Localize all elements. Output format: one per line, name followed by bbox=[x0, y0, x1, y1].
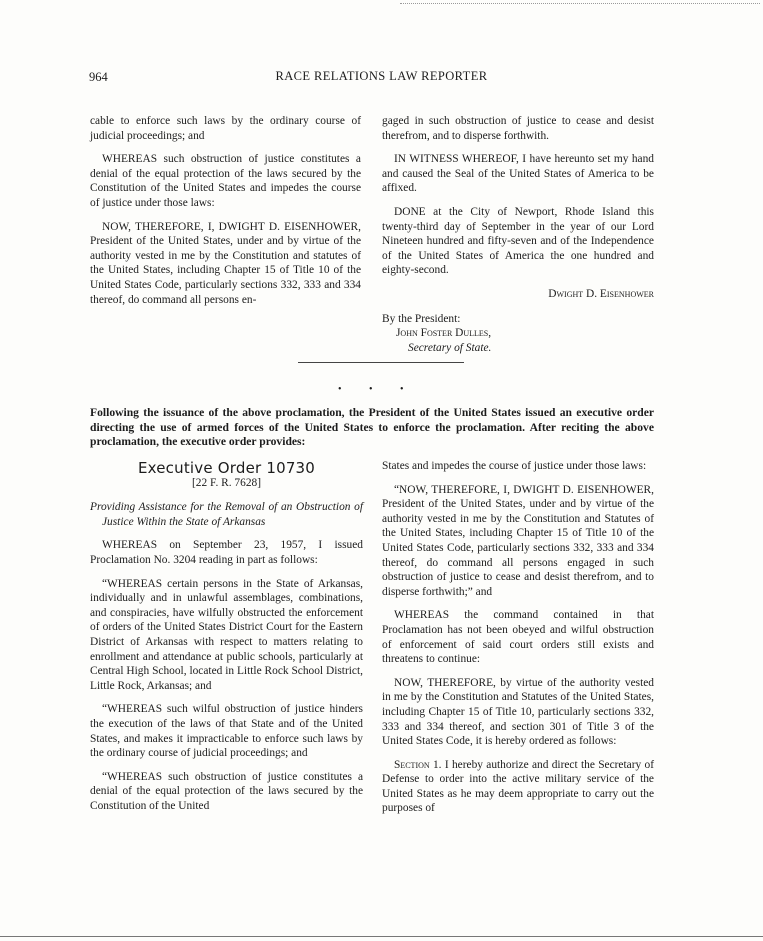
paragraph: NOW, THEREFORE, I, DWIGHT D. EISENHOWER, President of the United States, under and by virtue of the authority vested in me by the Constitution and statutes of the United States, including Chapter 15 of Title 10 of the United States Code, particularly sections 332, 333 and 334 thereof, do command all persons en- bbox=[90, 220, 361, 306]
page-number: 964 bbox=[89, 70, 108, 84]
scan-edge-dots bbox=[400, 3, 760, 4]
section-label: Section 1. bbox=[394, 758, 442, 771]
section-text: I hereby authorize and direct the Secretary of Defense to order into the active military service of the United States as he may deem appropriate to carry out the purposes of bbox=[382, 758, 654, 815]
paragraph: IN WITNESS WHEREOF, I have hereunto set my hand and caused the Seal of the United States of America to be affixed. bbox=[382, 153, 654, 195]
paragraph: WHEREAS such obstruction of justice constitutes a denial of the equal protection of the laws secured by the Constitution of the United States and impedes the course of justice under those laws: bbox=[90, 153, 361, 209]
proclamation-column-right bbox=[382, 114, 654, 355]
scan-bottom-edge bbox=[0, 936, 763, 937]
paragraph: States and impedes the course of justice under those laws: bbox=[382, 460, 647, 472]
running-head: RACE RELATIONS LAW REPORTER bbox=[275, 69, 488, 83]
separator-bullet: • bbox=[400, 384, 404, 395]
signature-dulles: John Foster Dulles, bbox=[396, 327, 492, 340]
paragraph: WHEREAS the command contained in that Proclamation has not been obeyed and wilful obstruction of enforcement of said court orders still exists and threatens to continue: bbox=[382, 609, 654, 666]
paragraph: WHEREAS on September 23, 1957, I issued Proclamation No. 3204 reading in part as follows: bbox=[90, 539, 363, 566]
paragraph: “NOW, THEREFORE, I, DWIGHT D. EISENHOWER, President of the United States, under and by virtue of the authority vested in me by the Constitution and Statutes of the United States, including Chapter 15 of Title 10 of the United States Code, particularly sections 332, 333 and 334 thereof, do command all persons engaged in such obstruction of justice to cease and desist therefrom, and to disperse forthwith;” and bbox=[382, 483, 654, 598]
separator-bullet: • bbox=[369, 384, 373, 395]
paragraph: cable to enforce such laws by the ordinary course of judicial proceedings; and bbox=[90, 115, 361, 142]
signature-eisenhower: Dwight D. Eisenhower bbox=[548, 287, 654, 300]
secretary-title: Secretary of State. bbox=[408, 341, 492, 354]
proclamation-column-left bbox=[90, 114, 361, 316]
section-1-paragraph bbox=[382, 758, 654, 816]
executive-order-subtitle: Providing Assistance for the Removal of an Obstruction of Justice Within the State of Arkansas bbox=[90, 501, 363, 528]
editorial-note: Following the issuance of the above proclamation, the President of the United States issued an executive order directing the use of armed forces of the United States to enforce the proclamation. After reciting the above proclamation, the executive order provides: bbox=[90, 406, 654, 449]
executive-order-column-left bbox=[90, 459, 363, 822]
paragraph: “WHEREAS certain persons in the State of Arkansas, individually and in unlawful assemblages, combinations, and conspiracies, have wilfully obstructed the enforcement of orders of the United States District Court for the Eastern District of Arkansas with respect to matters relating to enrollment and attendance at public schools, particularly at Central High School, located in Little Rock School District, Little Rock, Arkansas; and bbox=[90, 577, 363, 692]
paragraph: DONE at the City of Newport, Rhode Island this twenty-third day of September in the year of our Lord Nineteen hundred and fifty-seven and of the Independence of the United States of America the one hundred and eighty-second. bbox=[382, 205, 654, 277]
paragraph: NOW, THEREFORE, by virtue of the authority vested in me by the Constitution and Statutes of the United States, including Chapter 15 of Title 10, particularly sections 332, 333 and 334 thereof, and section 301 of Title 3 of the United States Code, it is hereby ordered as follows: bbox=[382, 676, 654, 748]
section-divider bbox=[298, 362, 464, 363]
executive-order-title: Executive Order 10730 bbox=[137, 459, 316, 477]
paragraph: “WHEREAS such obstruction of justice constitutes a denial of the equal protection of the laws secured by the Constitution of the United bbox=[90, 770, 363, 812]
separator-bullet: • bbox=[338, 384, 342, 395]
federal-register-citation: [22 F. R. 7628] bbox=[191, 476, 262, 489]
paragraph: gaged in such obstruction of justice to cease and desist therefrom, and to disperse forthwith. bbox=[382, 115, 654, 142]
executive-order-column-right bbox=[382, 459, 654, 825]
paragraph: “WHEREAS such wilful obstruction of justice hinders the execution of the laws of that State and of the United States, and makes it impracticable to enforce such laws by the ordinary course of judicial proceedings; and bbox=[90, 703, 363, 760]
by-the-president: By the President: bbox=[382, 312, 461, 325]
